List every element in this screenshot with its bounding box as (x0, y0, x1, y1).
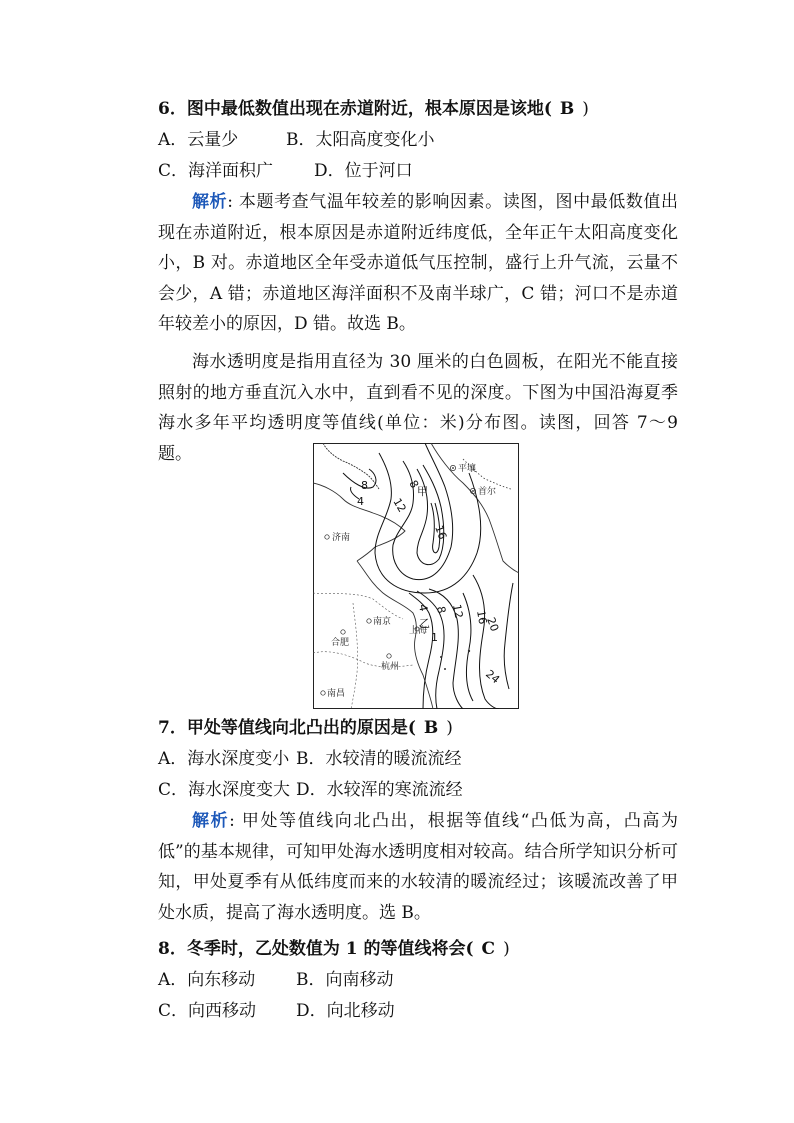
question-6-options-row2 (158, 159, 413, 183)
city-shanghai (409, 624, 427, 636)
option-c: C．海洋面积广 (158, 161, 274, 181)
question-8-options-row2 (158, 999, 395, 1023)
svg-text:上海: 上海 (409, 626, 428, 636)
contour-label: 4 (357, 495, 364, 508)
answer-letter: B (423, 718, 439, 738)
close-paren: ) (446, 718, 453, 738)
option-a: A．云量少 (158, 130, 239, 150)
answer-letter: C (481, 939, 496, 959)
option-c: C．海水深度变大 (158, 780, 291, 800)
contour-label: 8 (361, 479, 368, 492)
contour-label: 1 (431, 631, 438, 644)
contour-label: 16 (432, 523, 450, 542)
contour-label: 8 (434, 605, 449, 615)
option-d: D．位于河口 (314, 161, 413, 181)
svg-text:合肥: 合肥 (331, 638, 350, 648)
analysis-label: 解析 (192, 192, 228, 212)
contour-label: 8 (406, 478, 422, 491)
analysis-7 (158, 806, 678, 928)
option-a: A．海水深度变小 (158, 749, 290, 769)
contour-label: 20 (484, 615, 502, 634)
question-7-options-row2 (158, 778, 463, 802)
svg-text:济南: 济南 (332, 533, 351, 543)
svg-text:南京: 南京 (373, 617, 392, 627)
analysis-text: : 甲处等值线向北凸出，根据等值线“凸低为高，凸高为低”的基本规律，可知甲处海水透明度相对较高。结合所学知识分析可知，甲处夏季有从低纬度而来的水较清的暖流经过；该暖流改善了甲处水质，提高了海水透明度。选 B。 (158, 811, 678, 923)
option-a: A．向东移动 (158, 970, 256, 990)
contour-label: 4 (416, 603, 431, 613)
close-paren: ) (582, 99, 589, 119)
option-d: D．向北移动 (296, 1001, 395, 1021)
option-d: D．水较浑的寒流流经 (296, 780, 463, 800)
contour-label: 16 (474, 609, 490, 626)
intro-paragraph: 海水透明度是指用直径为 30 厘米的白色圆板，在阳光不能直接照射的地方垂直沉入水中，直到看不见的深度。下图为中国沿海夏季海水多年平均透明度等值线(单位：米)分布图。读图，回答 7～9 题。 (158, 352, 678, 464)
question-8-stem (158, 937, 510, 961)
transparency-contour-map (313, 443, 519, 709)
option-b: B．向南移动 (296, 970, 394, 990)
analysis-label: 解析 (192, 811, 230, 831)
contour-label: 24 (483, 667, 503, 687)
option-b: B．太阳高度变化小 (286, 130, 435, 150)
question-6-options-row1 (158, 128, 435, 152)
analysis-text: : 本题考查气温年较差的影响因素。读图，图中最低数值出现在赤道附近，根本原因是赤道附近纬度低，全年正午太阳高度变化小，B 对。赤道地区全年受赤道低气压控制，盛行上升气流，云量不会少，A 错；赤道地区海洋面积不及南半球广，C 错；河口不是赤道年较差小的原因，D 错。故选 B。 (158, 192, 679, 335)
answer-letter: B (559, 99, 575, 119)
svg-text:首尔: 首尔 (478, 487, 497, 497)
question-text: 6．图中最低数值出现在赤道附近，根本原因是该地( (158, 99, 552, 119)
close-paren: ) (503, 939, 510, 959)
contour-label: 12 (390, 496, 409, 515)
question-text: 7．甲处等值线向北凸出的原因是( (158, 718, 416, 738)
question-7-options-row1 (158, 747, 462, 771)
question-7-stem (158, 716, 453, 740)
contour-label: 12 (450, 603, 466, 620)
option-c: C．向西移动 (158, 1001, 257, 1021)
svg-text:平壤: 平壤 (458, 464, 477, 474)
question-6-stem (158, 97, 589, 121)
question-8-options-row1 (158, 968, 394, 992)
svg-text:南昌: 南昌 (327, 689, 346, 699)
analysis-6 (158, 187, 678, 340)
point-yi: 乙 (419, 617, 430, 630)
question-text: 8．冬季时，乙处数值为 1 的等值线将会( (158, 939, 474, 959)
option-b: B．水较清的暖流流经 (296, 749, 462, 769)
point-jia: 甲 (417, 485, 428, 498)
svg-text:杭州: 杭州 (381, 662, 400, 672)
